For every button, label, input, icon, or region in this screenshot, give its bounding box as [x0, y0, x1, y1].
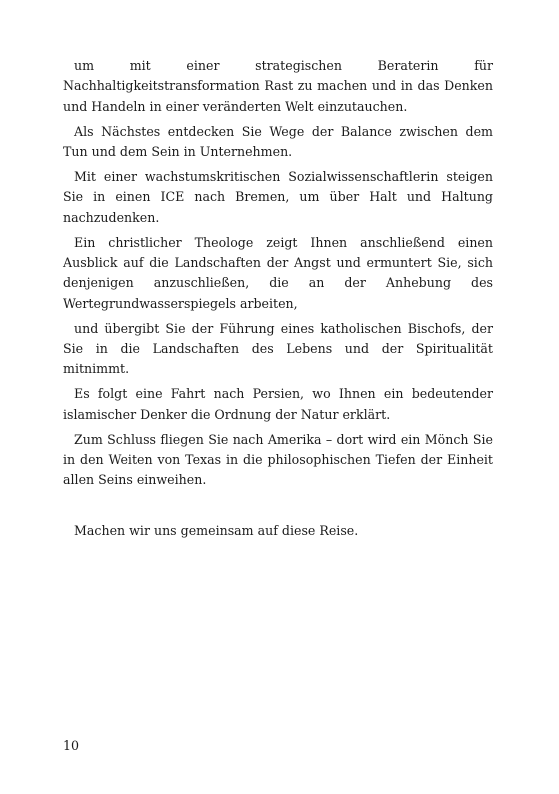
paragraph-4: Ein christlicher Theologe zeigt Ihnen anschließend einen Ausblick auf die Landschaften der Angst und ermuntert Sie, sich denjenigen anzuschließen, die an der Anhebung des Wertegrundwasserspiegels arbeiten,	[63, 234, 493, 311]
paragraph-6: Es folgt eine Fahrt nach Persien, wo Ihnen ein bedeutender islamischer Denker die Ordnung der Natur erklärt.	[63, 386, 493, 422]
paragraph-7: Zum Schluss fliegen Sie nach Amerika – dort wird ein Mönch Sie in den Weiten von Texas in die philosophischen Tiefen der Einheit allen Seins einweihen.	[63, 431, 493, 488]
paragraph-2: Als Nächstes entdecken Sie Wege der Balance zwischen dem Tun und dem Sein in Unternehmen.	[63, 123, 493, 159]
paragraph-1: um mit einer strategischen Beraterin für Nachhaltigkeitstransformation Rast zu machen und in das Denken und Handeln in einer veränderten Welt einzutauchen.	[63, 58, 493, 114]
page-number: 10	[63, 738, 80, 753]
closing-sentence: Machen wir uns gemeinsam auf diese Reise.	[74, 522, 359, 538]
paragraph-5: und übergibt Sie der Führung eines katholischen Bischofs, der Sie in die Landschaften des Lebens und der Spiritualität mitnimmt.	[63, 320, 493, 377]
body-text	[63, 56, 493, 546]
paragraph-3: Mit einer wachstumskritischen Sozialwissenschaftlerin steigen Sie in einen ICE nach Bremen, um über Halt und Haltung nachzudenken.	[63, 169, 493, 225]
